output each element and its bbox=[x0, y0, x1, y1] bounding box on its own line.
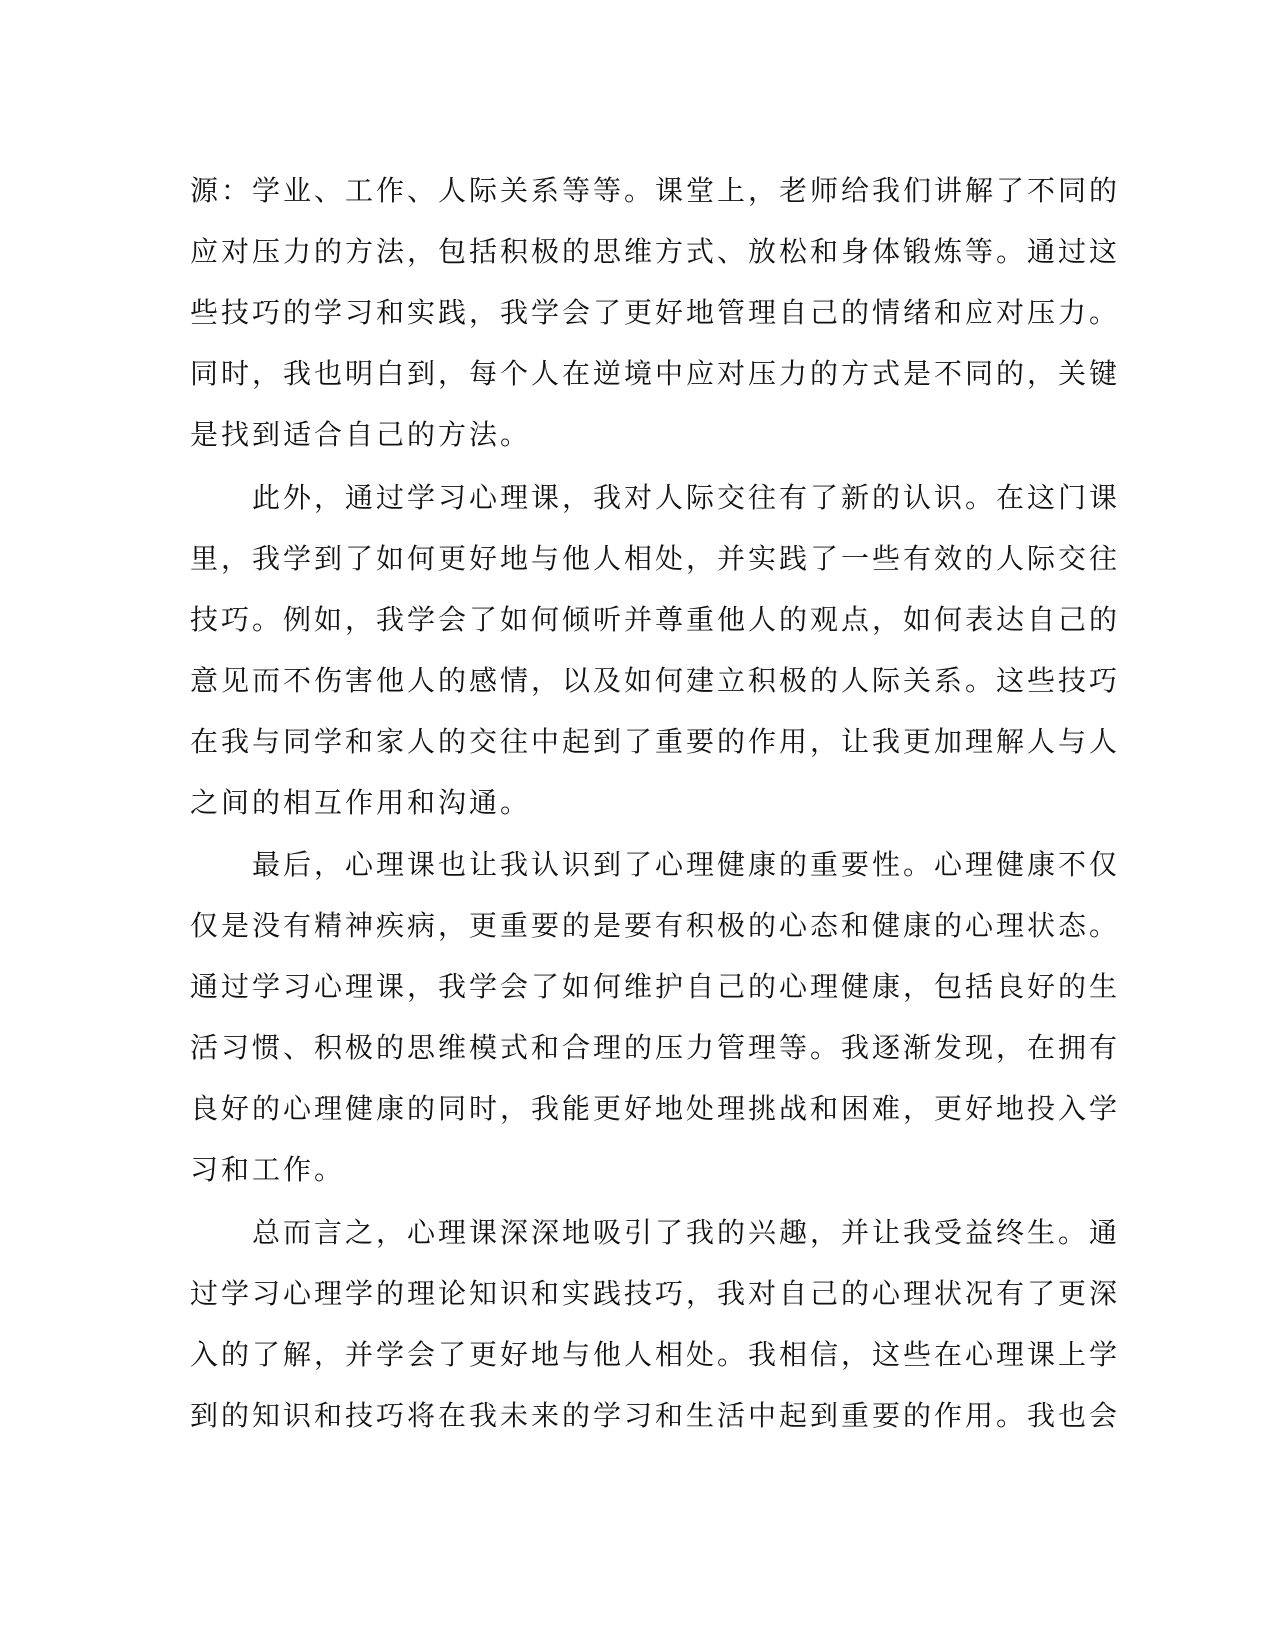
text-line: 之间的相互作用和沟通。 bbox=[190, 785, 532, 819]
text-line: 源：学业、工作、人际关系等等。课堂上，老师给我们讲解了不同的 bbox=[190, 174, 1121, 207]
document-body bbox=[190, 160, 1121, 1446]
text-line: 技巧。例如，我学会了如何倾听并尊重他人的观点，如何表达自己的 bbox=[190, 602, 1121, 636]
text-line: 入的了解，并学会了更好地与他人相处。我相信，这些在心理课上学 bbox=[190, 1337, 1121, 1371]
text-line: 过学习心理学的理论知识和实践技巧，我对自己的心理状况有了更深 bbox=[190, 1276, 1121, 1310]
text-line: 应对压力的方法，包括积极的思维方式、放松和身体锻炼等。通过这 bbox=[190, 235, 1121, 268]
text-line: 活习惯、积极的思维模式和合理的压力管理等。我逐渐发现，在拥有 bbox=[190, 1031, 1121, 1064]
paragraph-mental-health bbox=[190, 834, 1121, 1200]
text-line: 总而言之，心理课深深地吸引了我的兴趣，并让我受益终生。通 bbox=[252, 1215, 1121, 1249]
text-line: 通过学习心理课，我学会了如何维护自己的心理健康，包括良好的生 bbox=[190, 970, 1121, 1003]
text-line: 些技巧的学习和实践，我学会了更好地管理自己的情绪和应对压力。 bbox=[190, 296, 1121, 329]
text-line: 里，我学到了如何更好地与他人相处，并实践了一些有效的人际交往 bbox=[190, 541, 1121, 575]
text-line: 仅是没有精神疾病，更重要的是要有积极的心态和健康的心理状态。 bbox=[190, 909, 1121, 942]
text-line: 到的知识和技巧将在我未来的学习和生活中起到重要的作用。我也会 bbox=[190, 1398, 1121, 1432]
text-line: 此外，通过学习心理课，我对人际交往有了新的认识。在这门课 bbox=[252, 480, 1121, 514]
text-line: 习和工作。 bbox=[190, 1153, 346, 1186]
text-line: 意见而不伤害他人的感情，以及如何建立积极的人际关系。这些技巧 bbox=[190, 663, 1121, 697]
paragraph-stress-coping bbox=[190, 160, 1121, 465]
text-line: 最后，心理课也让我认识到了心理健康的重要性。心理健康不仅 bbox=[252, 848, 1121, 881]
text-line: 是找到适合自己的方法。 bbox=[190, 418, 532, 451]
text-line: 在我与同学和家人的交往中起到了重要的作用，让我更加理解人与人 bbox=[190, 724, 1121, 758]
paragraph-interpersonal bbox=[190, 467, 1121, 833]
paragraph-conclusion bbox=[190, 1202, 1121, 1446]
text-line: 同时，我也明白到，每个人在逆境中应对压力的方式是不同的，关键 bbox=[190, 357, 1121, 390]
text-line: 良好的心理健康的同时，我能更好地处理挑战和困难，更好地投入学 bbox=[190, 1092, 1121, 1125]
